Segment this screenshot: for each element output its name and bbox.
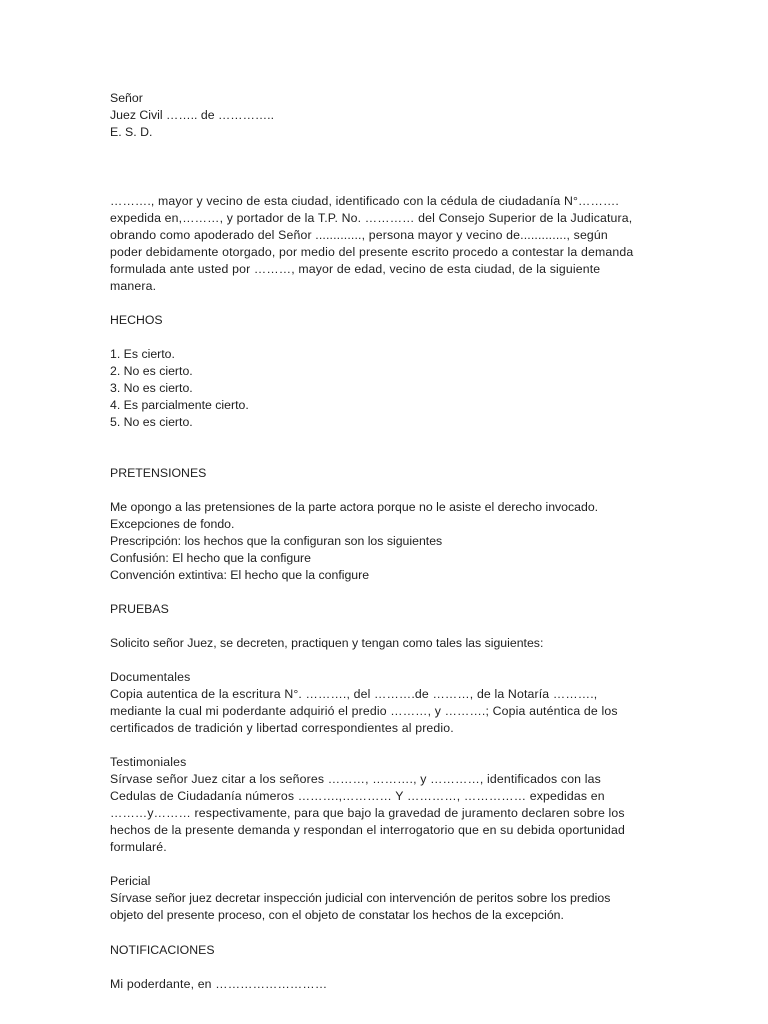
addressee-block [110,90,670,141]
pretensiones-paragraph [110,499,670,584]
pericial-block [110,873,670,924]
addressee-line: Señor [110,91,143,105]
notificaciones-heading [110,942,670,959]
section-heading: NOTIFICACIONES [110,943,215,957]
paragraph-line: Convención extintiva: El hecho que la configure [110,568,370,582]
pruebas-intro [110,635,670,652]
subsection-title: Testimoniales [110,755,187,769]
paragraph-line: Confusión: El hecho que la configure [110,551,311,565]
intro-paragraph [110,193,670,295]
paragraph-line: Mi poderdante, en ……………………… [110,977,328,991]
hechos-list [110,346,670,431]
section-heading: PRETENSIONES [110,466,207,480]
list-item: 5. No es cierto. [110,415,193,429]
paragraph-line: ………y……… respectivamente, para que bajo la gravedad de juramento declaren sobre los [110,806,625,820]
paragraph-line: Solicito señor Juez, se decreten, practiquen y tengan como tales las siguientes: [110,636,544,650]
pruebas-heading [110,601,670,618]
paragraph-line: certificados de tradición y libertad correspondientes al predio. [110,721,454,735]
list-item: 4. Es parcialmente cierto. [110,398,249,412]
intro-line: manera. [110,279,157,293]
list-item: 1. Es cierto. [110,347,175,361]
testimoniales-block [110,754,670,856]
paragraph-line: objeto del presente proceso, con el objeto de constatar los hechos de la excepción. [110,908,564,922]
intro-line: obrando como apoderado del Señor ............., persona mayor y vecino de............., según [110,228,608,242]
paragraph-line: mediante la cual mi poderdante adquirió el predio ………, y ……….; Copia auténtica de los [110,704,618,718]
paragraph-line: Me opongo a las pretensiones de la parte actora porque no le asiste el derecho invocado. [110,500,599,514]
documentales-block [110,669,670,737]
intro-line: ………., mayor y vecino de esta ciudad, identificado con la cédula de ciudadanía N°………. [110,194,619,208]
section-heading: HECHOS [110,313,163,327]
pretensiones-heading [110,465,670,482]
paragraph-line: Sírvase señor Juez citar a los señores ………, ………., y …………, identificados con las [110,772,601,786]
notificaciones-paragraph [110,976,670,993]
list-item: 2. No es cierto. [110,364,193,378]
section-heading: PRUEBAS [110,602,169,616]
paragraph-line: Prescripción: los hechos que la configuran son los siguientes [110,534,443,548]
addressee-line: E. S. D. [110,125,153,139]
subsection-title: Pericial [110,874,151,888]
paragraph-line: Sírvase señor juez decretar inspección judicial con intervención de peritos sobre los predios [110,891,611,905]
paragraph-line: Copia autentica de la escritura N°. ………., del ……….de ………, de la Notaría ………., [110,687,598,701]
paragraph-line: Cedulas de Ciudadanía números ……….,………… Y …………, …………… expedidas en [110,789,605,803]
hechos-heading [110,312,670,329]
intro-line: expedida en,………, y portador de la T.P. No. ………… del Consejo Superior de la Judicatura, [110,211,633,225]
subsection-title: Documentales [110,670,191,684]
intro-line: formulada ante usted por ………, mayor de edad, vecino de esta ciudad, de la siguiente [110,262,601,276]
intro-line: poder debidamente otorgado, por medio del presente escrito procedo a contestar la demanda [110,245,634,259]
addressee-line: Juez Civil …….. de ………….. [110,108,274,122]
list-item: 3. No es cierto. [110,381,193,395]
paragraph-line: formularé. [110,840,167,854]
paragraph-line: Excepciones de fondo. [110,517,235,531]
paragraph-line: hechos de la presente demanda y respondan el interrogatorio que en su debida oportunidad [110,823,626,837]
